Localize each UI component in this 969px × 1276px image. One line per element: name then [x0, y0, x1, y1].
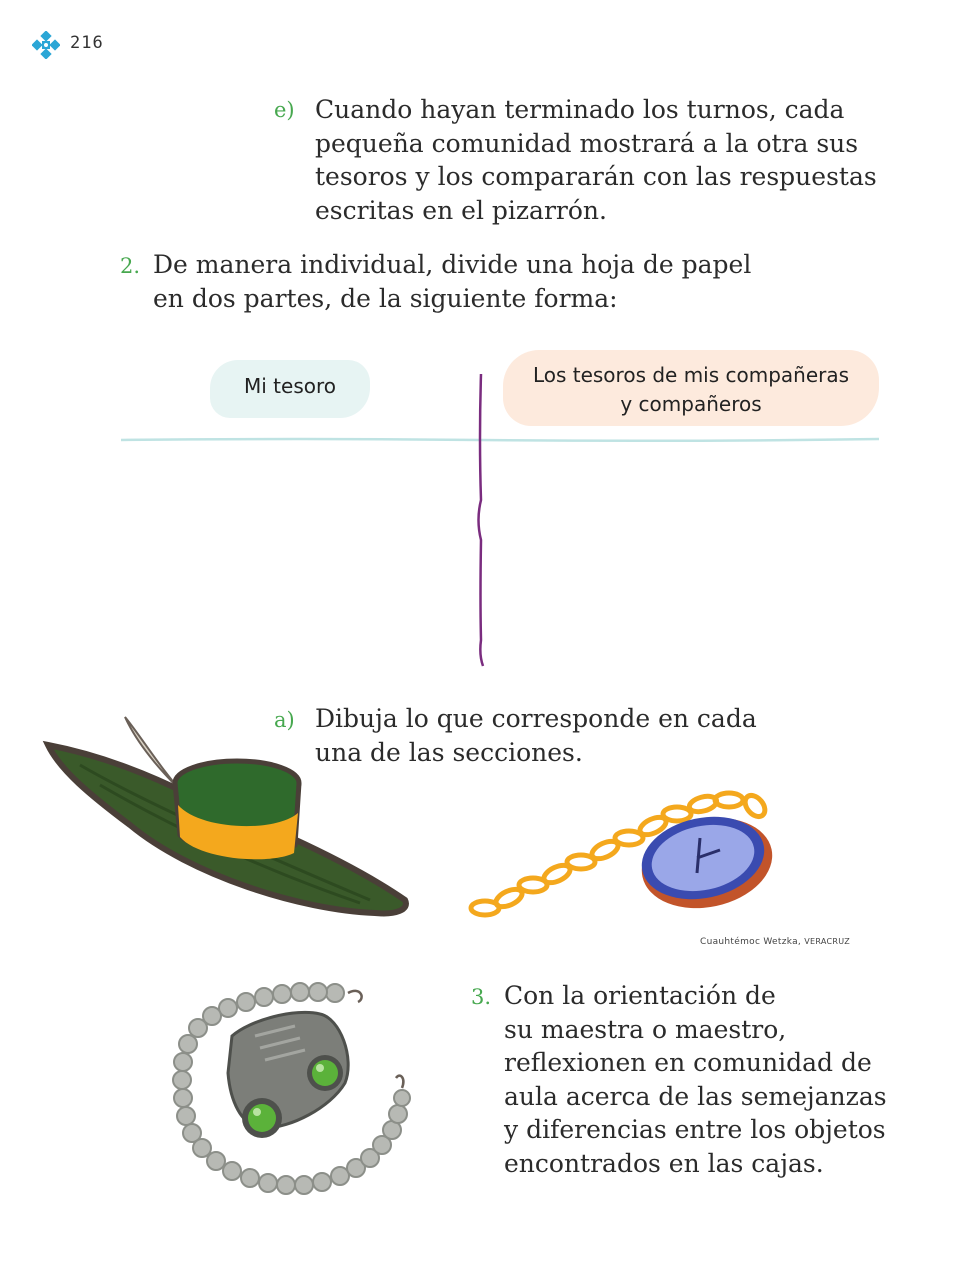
binoculars-illustration [170, 978, 420, 1203]
text-line: tesoros y los compararán con las respuestas [315, 162, 877, 191]
text-line: su maestra o maestro, [504, 1014, 787, 1044]
vertical-divider [479, 374, 484, 666]
step-a-text [315, 702, 757, 769]
illustration-credit: Cuauhtémoc Wetzka, VERACRUZ [700, 937, 851, 947]
pocket-watch-illustration [465, 788, 775, 923]
label-line: y compañeros [620, 392, 762, 416]
text-line: y diferencias entre los objetos [504, 1115, 886, 1144]
text-line: en dos partes, de la siguiente forma: [153, 283, 618, 313]
step-e-marker: e) [274, 98, 295, 122]
label-line: Los tesoros de mis compañeras [532, 363, 850, 387]
page-number: 216 [70, 33, 104, 53]
text-line: escritas en el pizarrón. [315, 195, 607, 225]
text-line: una de las secciones. [315, 737, 583, 767]
step-2-marker: 2. [120, 254, 141, 278]
text-line: encontrados en las cajas. [504, 1148, 824, 1178]
step-a-marker: a) [274, 708, 295, 732]
step-3-text [504, 979, 887, 1180]
horizontal-divider [121, 439, 879, 441]
text-line: Cuando hayan terminado los turnos, cada [315, 95, 845, 124]
text-line: aula acerca de las semejanzas [504, 1081, 887, 1111]
text-line: pequeña comunidad mostrará a la otra sus [315, 128, 859, 158]
text-line: Con la orientación de [504, 981, 776, 1010]
credit-state: VERACRUZ [804, 937, 851, 946]
text-line: De manera individual, divide una hoja de papel [153, 250, 752, 279]
text-line: Dibuja lo que corresponde en cada [315, 704, 757, 733]
text-line: reflexionen en comunidad de [504, 1048, 872, 1077]
label-mi-tesoro-text: Mi tesoro [244, 374, 336, 398]
credit-author: Cuauhtémoc Wetzka [700, 937, 798, 947]
step-3-marker: 3. [471, 985, 492, 1009]
